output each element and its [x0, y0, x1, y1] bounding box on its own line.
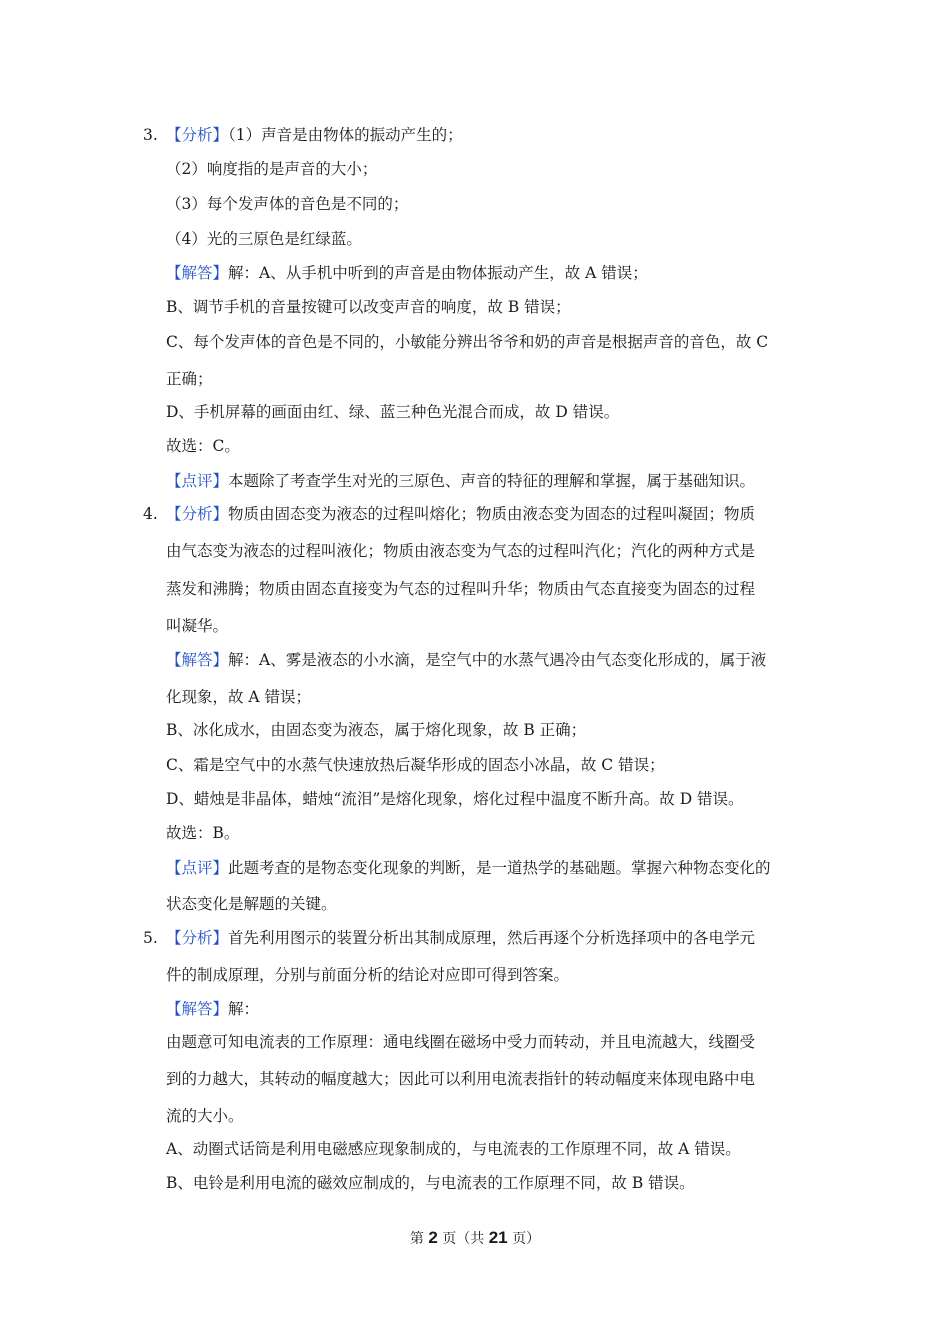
analysis-text: （1）声音是由物体的振动产生的； — [228, 126, 463, 144]
q3-analysis-line-3: （3）每个发声体的音色是不同的； — [166, 195, 409, 213]
footer-prefix: 第 — [409, 1231, 424, 1247]
q5-answer-line-5: A、动圈式话筒是利用电磁感应现象制成的，与电流表的工作原理不同，故 A 错误。 — [166, 1140, 741, 1158]
q3-answer-line-1 — [166, 263, 816, 283]
analysis-tag: 【分析】 — [166, 505, 229, 523]
q4-answer-line-3: B、冰化成水，由固态变为液态，属于熔化现象，故 B 正确； — [166, 721, 587, 739]
review-text: 本题除了考查学生对光的三原色、声音的特征的理解和掌握，属于基础知识。 — [228, 472, 756, 490]
q3-review-line-1 — [166, 471, 816, 491]
answer-tag: 【解答】 — [166, 651, 229, 669]
q5-analysis-line-2: 件的制成原理，分别与前面分析的结论对应即可得到答案。 — [166, 966, 570, 984]
q4-review-line-2: 状态变化是解题的关键。 — [166, 895, 337, 913]
q4-analysis-line-4: 叫凝华。 — [166, 617, 229, 635]
answer-text: 解： — [228, 1000, 260, 1018]
q4-answer-line-6: 故选：B。 — [166, 824, 240, 842]
answer-text: 解：A、雾是液态的小水滴，是空气中的水蒸气遇冷由气态变化形成的，属于液 — [228, 651, 767, 669]
q3-analysis-line-1 — [166, 125, 816, 145]
footer-total-pages: 21 — [488, 1228, 508, 1247]
q5-answer-line-4: 流的大小。 — [166, 1107, 244, 1125]
answer-tag: 【解答】 — [166, 264, 229, 282]
review-tag: 【点评】 — [166, 472, 229, 490]
q4-answer-line-4: C、霜是空气中的水蒸气快速放热后凝华形成的固态小冰晶，故 C 错误； — [166, 756, 665, 774]
footer-middle: 页（共 — [442, 1231, 485, 1247]
q5-answer-line-6: B、电铃是利用电流的磁效应制成的，与电流表的工作原理不同，故 B 错误。 — [166, 1174, 695, 1192]
analysis-tag: 【分析】 — [166, 126, 229, 144]
footer-suffix: 页） — [512, 1231, 541, 1247]
answer-text: 解：A、从手机中听到的声音是由物体振动产生，故 A 错误； — [228, 264, 648, 282]
item-number-5: 5. — [143, 929, 158, 947]
q5-answer-line-1 — [166, 999, 816, 1019]
q3-answer-line-5: D、手机屏幕的画面由红、绿、蓝三种色光混合而成，故 D 错误。 — [166, 403, 620, 421]
q4-answer-line-2: 化现象，故 A 错误； — [166, 688, 312, 706]
footer-page-number: 2 — [428, 1228, 438, 1247]
q3-analysis-line-4: （4）光的三原色是红绿蓝。 — [166, 230, 362, 248]
q3-answer-line-3: C、每个发声体的音色是不同的，小敏能分辨出爷爷和奶的声音是根据声音的音色，故 C — [166, 333, 769, 351]
analysis-text: 首先利用图示的装置分析出其制成原理，然后再逐个分析选择项中的各电学元 — [228, 929, 756, 947]
q3-answer-line-2: B、调节手机的音量按键可以改变声音的响度，故 B 错误； — [166, 298, 571, 316]
q4-answer-line-5: D、蜡烛是非晶体，蜡烛“流泪”是熔化现象，熔化过程中温度不断升高。故 D 错误。 — [166, 790, 744, 808]
q3-answer-line-4: 正确； — [166, 370, 213, 388]
analysis-text: 物质由固态变为液态的过程叫熔化；物质由液态变为固态的过程叫凝固；物质 — [228, 505, 756, 523]
q4-analysis-line-1 — [166, 504, 816, 524]
review-text: 此题考查的是物态变化现象的判断，是一道热学的基础题。掌握六种物态变化的 — [228, 859, 771, 877]
q5-answer-line-3: 到的力越大，其转动的幅度越大；因此可以利用电流表指针的转动幅度来体现电路中电 — [166, 1070, 756, 1088]
item-number-4: 4. — [143, 505, 158, 523]
page-footer — [0, 1228, 950, 1249]
q4-answer-line-1 — [166, 650, 816, 670]
q3-analysis-line-2: （2）响度指的是声音的大小； — [166, 160, 378, 178]
q5-answer-line-2: 由题意可知电流表的工作原理：通电线圈在磁场中受力而转动，并且电流越大，线圈受 — [166, 1033, 756, 1051]
answer-tag: 【解答】 — [166, 1000, 229, 1018]
review-tag: 【点评】 — [166, 859, 229, 877]
q4-analysis-line-2: 由气态变为液态的过程叫液化；物质由液态变为气态的过程叫汽化；汽化的两种方式是 — [166, 542, 756, 560]
q4-analysis-line-3: 蒸发和沸腾；物质由固态直接变为气态的过程叫升华；物质由气态直接变为固态的过程 — [166, 580, 756, 598]
q3-answer-line-6: 故选：C。 — [166, 437, 240, 455]
item-number-3: 3. — [143, 126, 158, 144]
analysis-tag: 【分析】 — [166, 929, 229, 947]
q5-analysis-line-1 — [166, 928, 816, 948]
q4-review-line-1 — [166, 858, 816, 878]
